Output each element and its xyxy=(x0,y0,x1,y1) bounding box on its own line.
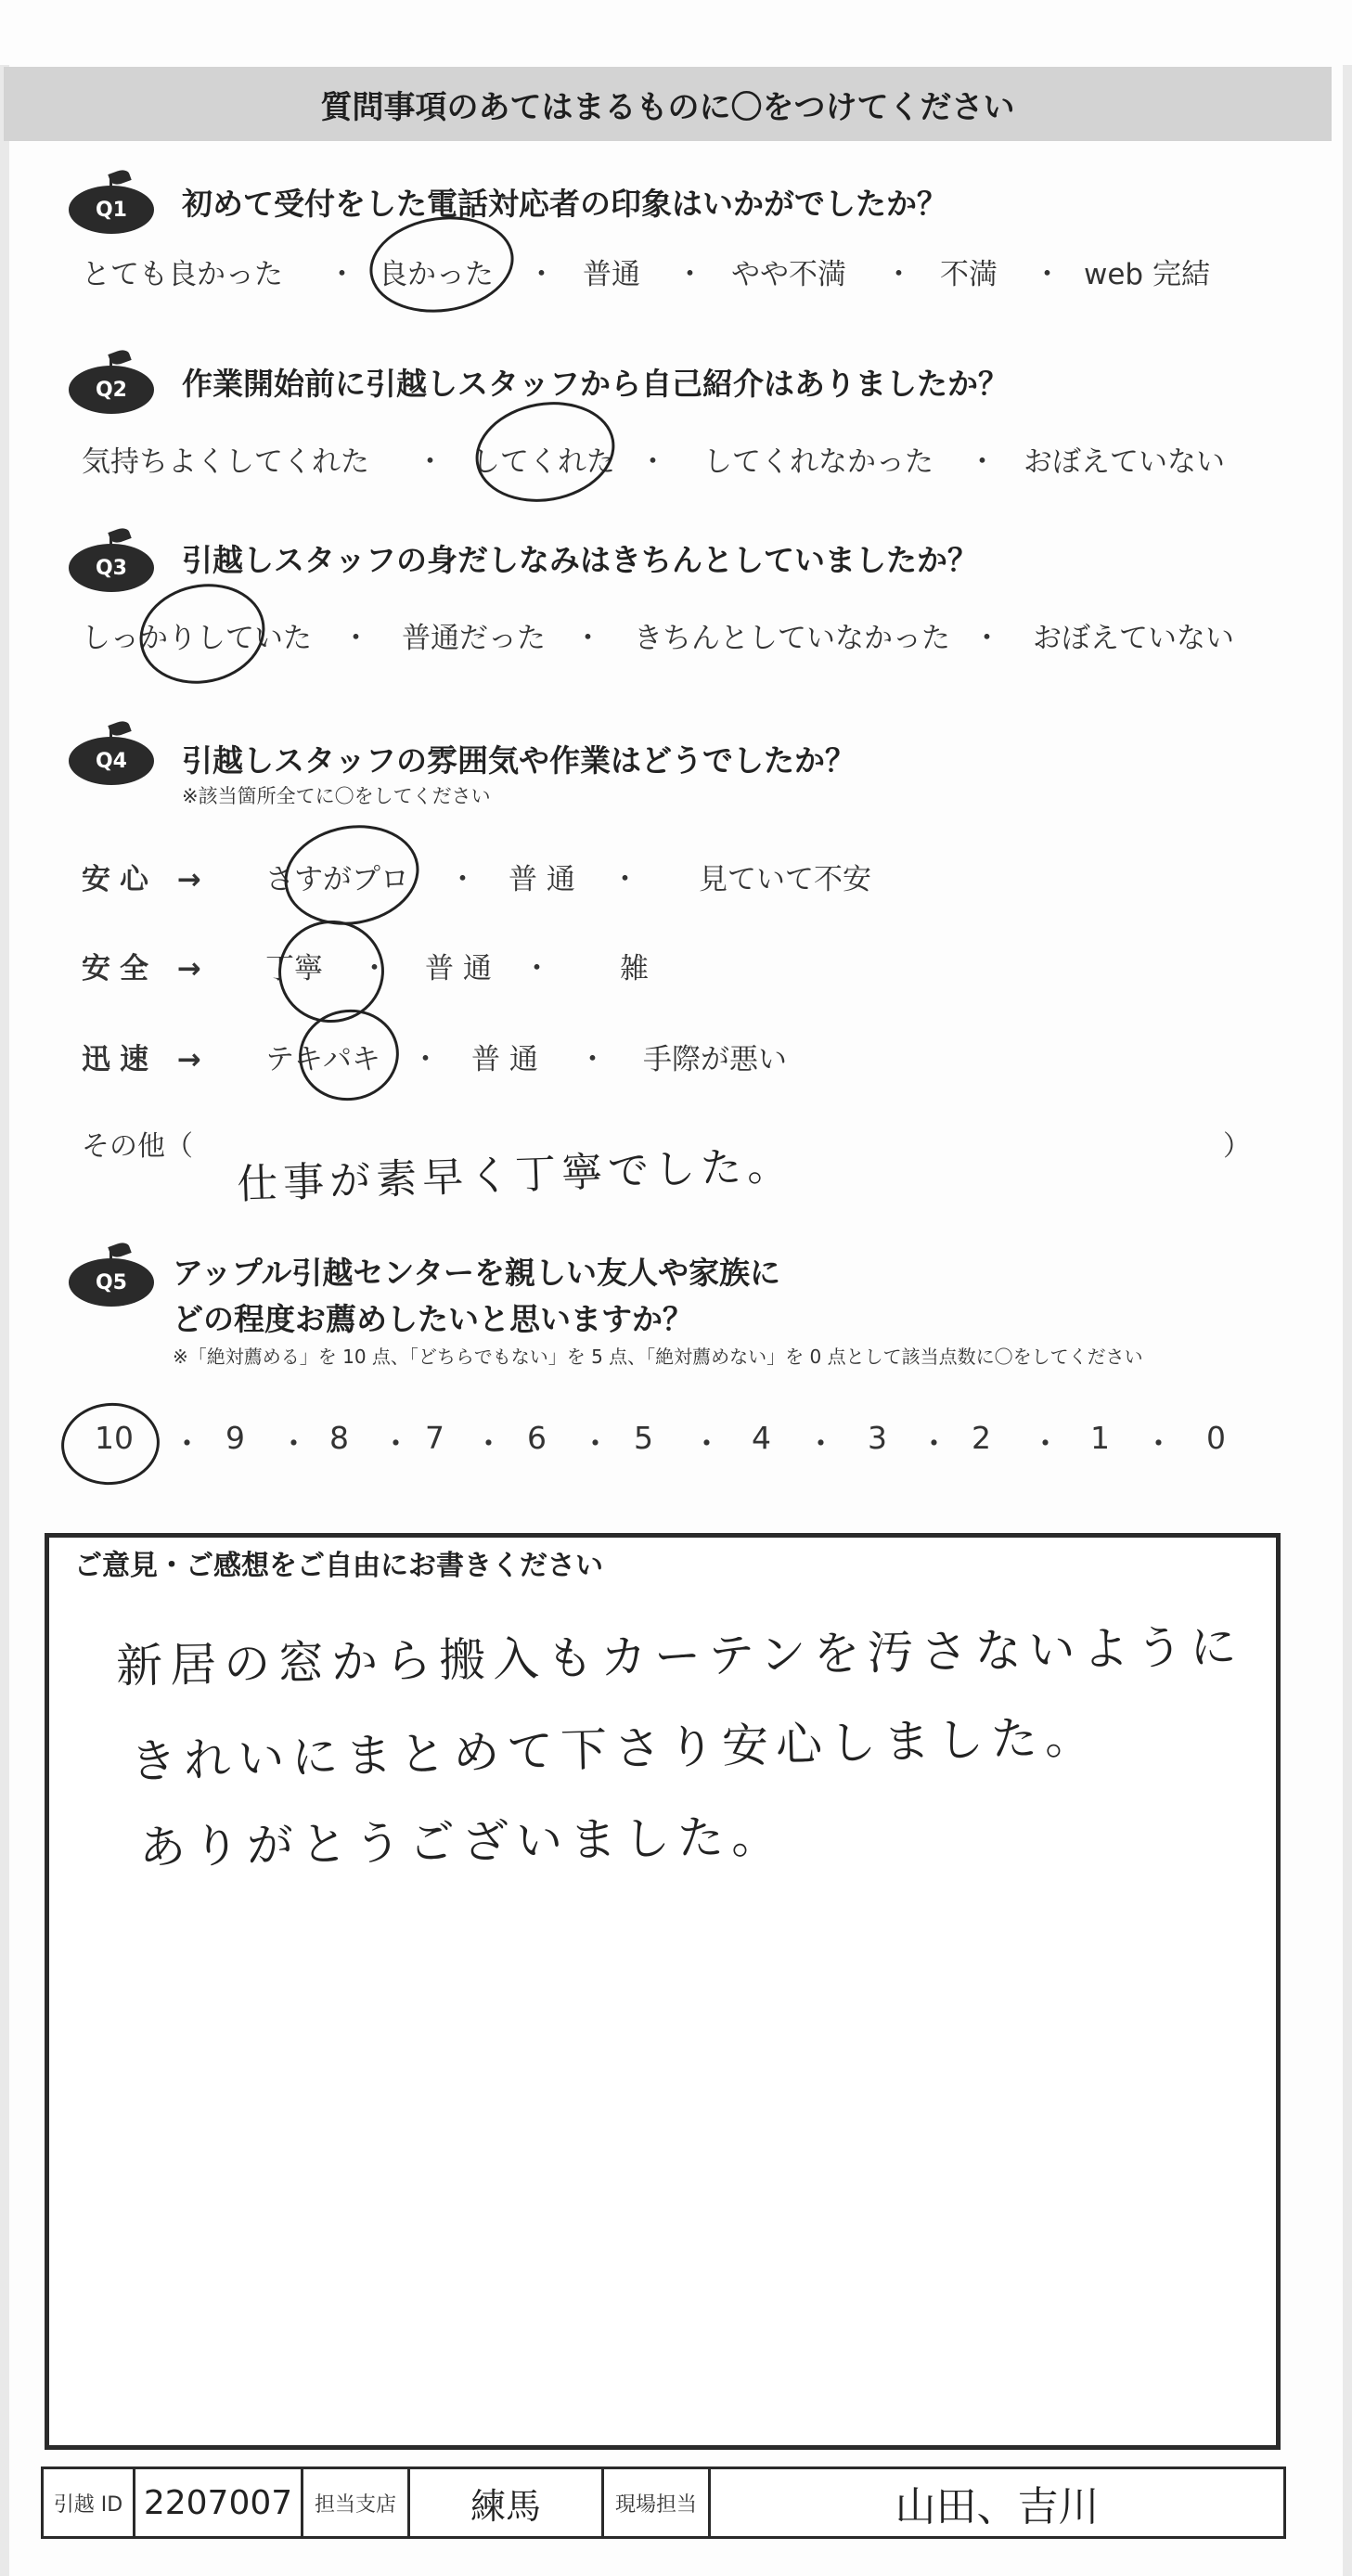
q4-option[interactable]: 普 通 xyxy=(425,952,492,985)
q3-option[interactable]: おぼえていない xyxy=(1033,622,1234,655)
branch-value[interactable]: 練馬 xyxy=(410,2469,604,2536)
q4-question: 引越しスタッフの雰囲気や作業はどうでしたか？ xyxy=(182,742,856,779)
q5-score[interactable]: 7 xyxy=(425,1420,444,1456)
q3-options: しっかりしていた ・ 普通だった ・ きちんとしていなかった ・ おぼえていない xyxy=(82,614,1288,661)
q4-row-anzen: 安全 → 丁寧 ・ 普 通 ・ 雑 xyxy=(82,945,1195,991)
q5-score[interactable]: 9 xyxy=(225,1420,245,1456)
q4-row-label: 安全 → xyxy=(82,952,211,985)
q5-question-line2: どの程度お薦めしたいと思いますか？ xyxy=(173,1301,693,1337)
q5-score[interactable]: 4 xyxy=(752,1420,771,1456)
q4-other-label: その他（ xyxy=(82,1130,193,1163)
sheet-edge-right xyxy=(1343,65,1352,2576)
q5-score[interactable]: 2 xyxy=(972,1420,991,1456)
q4-option[interactable]: 手際が悪い xyxy=(643,1043,787,1076)
q4-row-jinsoku: 迅速 → テキパキ ・ 普 通 ・ 手際が悪い xyxy=(82,1036,1195,1082)
q2-option-selected[interactable]: してくれた xyxy=(471,445,615,479)
q1-option[interactable]: web 完結 xyxy=(1084,258,1210,291)
q4-row-label: 迅速 → xyxy=(82,1043,211,1076)
q1-selection-circle xyxy=(364,208,521,322)
q4-other-handwritten: 仕事が素早く丁寧でした。 xyxy=(236,1141,794,1209)
q5-question-line1: アップル引越センターを親しい友人や家族に xyxy=(173,1255,781,1291)
q4-option[interactable]: 見ていて不安 xyxy=(699,863,871,896)
q5-selection-circle xyxy=(58,1398,164,1490)
q3-question: 引越しスタッフの身だしなみはきちんとしていましたか？ xyxy=(182,542,978,578)
q2-selection-circle xyxy=(468,392,623,513)
q4-option[interactable]: 普 通 xyxy=(471,1043,538,1076)
footer-table xyxy=(41,2467,1286,2539)
branch-label: 担当支店 xyxy=(303,2469,410,2536)
q1-option[interactable]: 不満 xyxy=(940,258,998,291)
q5-badge-icon: Q5 xyxy=(69,1251,154,1299)
header-banner xyxy=(4,67,1332,141)
q5-score[interactable]: 1 xyxy=(1090,1420,1110,1456)
q4-row1-selection-circle xyxy=(277,815,427,935)
q3-selection-circle xyxy=(130,573,274,695)
q1-question: 初めて受付をした電話対応者の印象はいかがでしたか？ xyxy=(182,186,947,222)
q4-option-selected[interactable]: テキパキ xyxy=(265,1043,380,1076)
q5-score-selected[interactable]: 10 xyxy=(95,1420,134,1456)
q4-option[interactable]: 普 通 xyxy=(509,863,575,896)
q1-option[interactable]: 普通 xyxy=(583,258,640,291)
q4-row-anshin: 安心 → さすがプロ ・ 普 通 ・ 見ていて不安 xyxy=(82,856,1195,902)
q1-option[interactable]: とても良かった xyxy=(82,258,283,291)
q5-score[interactable]: 0 xyxy=(1206,1420,1226,1456)
q4-badge-icon: Q4 xyxy=(69,729,154,778)
survey-sheet: 質問事項のあてはまるものに〇をつけてください Q1 初めて受付をした電話対応者の印象はいかがでしたか？ とても良かった ・ 良かった ・ 普通 ・ やや不満 ・ 不満 ・ web 完結 Q2 作業開始前に引越しスタッフから自己紹介はありましたか？ 気持ちよくしてくれた ・ してくれた ・ してくれなかった ・ おぼえていない Q3 引越しスタッフの身だしなみはきちんとしていましたか？ しっかりしていた ・ 普通だった ・ きちんとしていなかった ・ おぼえていない Q4 引越しスタッフの雰囲気や作業はどうでしたか？ ※該当箇所全てに〇をしてください 安心 → さすがプロ ・ 普 通 ・ 見ていて不安 安全 → 丁寧 ・ 普 通 ・ 雑 迅速 → テキパキ ・ 普 通 ・ 手際が悪い その他（ ） 仕事が素早く丁寧でした。 Q5 アップル引越センターを親しい友人や家族に どの程度お薦めしたいと思いますか？ ※「絶対薦める」を 10 点、「どちらでもない」を 5 点、「絶対薦めない」を 0 点として該当点数に〇をしてください 10 ・ 9 ・ 8 ・ 7 ・ 6 ・ 5 ・ 4 ・ 3 ・ 2 ・ 1 ・ 0 ご意見・ご感想をご自由にお書きください 新居の窓から搬入もカーテンを汚さないように きれいにまとめて下さり安心しました。 ありがとうございました。 引越 ID 2207007 担当支店 練馬 現場担当 山田、吉川 xyxy=(0,0,1352,2576)
q2-question: 作業開始前に引越しスタッフから自己紹介はありましたか？ xyxy=(182,366,1009,402)
q4-other-close: ） xyxy=(1223,1130,1251,1163)
q5-score[interactable]: 6 xyxy=(527,1420,547,1456)
q2-badge-icon: Q2 xyxy=(69,358,154,406)
move-id-label: 引越 ID xyxy=(44,2469,135,2536)
comments-title: ご意見・ご感想をご自由にお書きください xyxy=(74,1550,603,1582)
header-title: 質問事項のあてはまるものに〇をつけてください xyxy=(320,88,1015,126)
q3-option[interactable]: 普通だった xyxy=(402,622,546,655)
q5-note: ※「絶対薦める」を 10 点、「どちらでもない」を 5 点、「絶対薦めない」を 0 点として該当点数に〇をしてください xyxy=(173,1346,1143,1368)
comment-line-3: ありがとうございました。 xyxy=(138,1809,786,1875)
staff-value[interactable]: 山田、吉川 xyxy=(895,2483,1100,2531)
q3-badge-icon: Q3 xyxy=(69,536,154,585)
staff-label: 現場担当 xyxy=(604,2469,711,2536)
comment-line-1: 新居の窓から搬入もカーテンを汚さないように xyxy=(115,1619,1244,1694)
q4-option-selected[interactable]: 丁寧 xyxy=(265,952,323,985)
q4-note: ※該当箇所全てに〇をしてください xyxy=(182,785,491,807)
q2-option[interactable]: 気持ちよくしてくれた xyxy=(82,445,369,479)
q4-option[interactable]: 雑 xyxy=(620,952,649,985)
q5-score[interactable]: 8 xyxy=(329,1420,349,1456)
q5-score[interactable]: 5 xyxy=(634,1420,653,1456)
comment-line-2: きれいにまとめて下さり安心しました。 xyxy=(129,1709,1100,1789)
q2-options: 気持ちよくしてくれた ・ してくれた ・ してくれなかった ・ おぼえていない xyxy=(82,438,1288,484)
q1-options: とても良かった ・ 良かった ・ 普通 ・ やや不満 ・ 不満 ・ web 完結 xyxy=(82,251,1288,297)
q4-option-selected[interactable]: さすがプロ xyxy=(265,863,409,896)
move-id-value[interactable]: 2207007 xyxy=(135,2469,303,2536)
q1-badge-icon: Q1 xyxy=(69,178,154,226)
sheet-edge-left xyxy=(0,65,9,2576)
q2-option[interactable]: してくれなかった xyxy=(703,445,934,479)
q4-row-label: 安心 → xyxy=(82,863,211,896)
q1-option[interactable]: やや不満 xyxy=(731,258,846,291)
q1-option-selected[interactable]: 良かった xyxy=(379,258,494,291)
q3-option-selected[interactable]: しっかりしていた xyxy=(82,622,312,655)
q3-option[interactable]: きちんとしていなかった xyxy=(634,622,950,655)
q2-option[interactable]: おぼえていない xyxy=(1024,445,1225,479)
q5-score[interactable]: 3 xyxy=(868,1420,887,1456)
